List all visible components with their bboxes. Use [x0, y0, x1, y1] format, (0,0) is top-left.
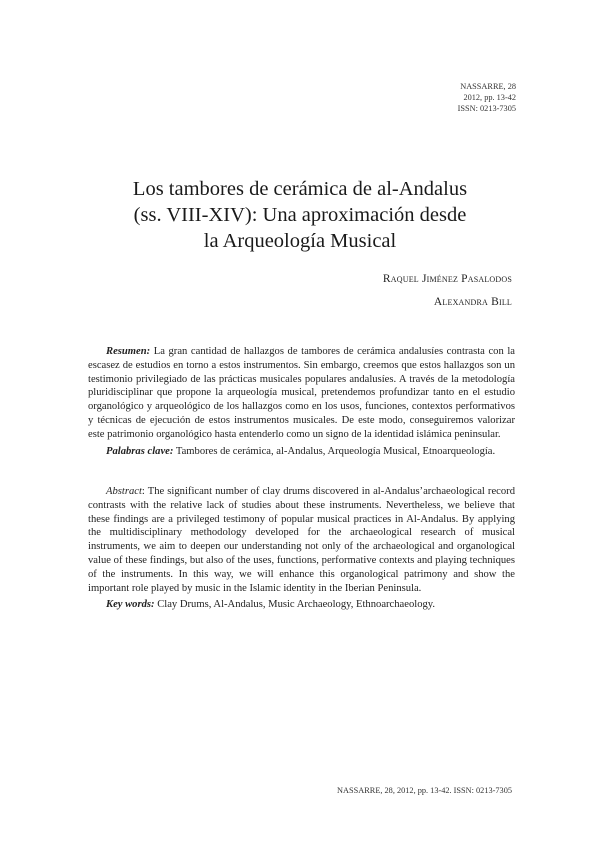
palabras-clave-label: Palabras clave:: [106, 445, 174, 457]
title-line-2: (ss. VIII-XIV): Una aproximación desde: [133, 204, 467, 226]
article-title: [60, 176, 540, 254]
key-words-label: Key words:: [106, 599, 155, 611]
journal-pages: 2012, pp. 13-42: [463, 93, 516, 102]
author-1: Raquel Jiménez Pasalodos: [382, 273, 512, 285]
resumen-section: [88, 345, 515, 458]
resumen-label: Resumen:: [106, 346, 151, 357]
journal-issn: ISSN: 0213-7305: [457, 104, 516, 113]
abstract-section: [88, 485, 515, 612]
abstract-text: The significant number of clay drums discovered in al-Andalus’archaeological record contrasts with the relative lack of studies about these instruments. Nevertheless, we believe that these findings are a privileged testimony of popular musical practices in Al-Andalus. By applying the multidisciplinary methodology developed for the archaeological research of musical instruments, we aim to deepen our understanding not only of the archaeological and organological value of these findings, but also of the uses, functions, performative contexts and playing techniques of the instruments. In this way, we will enhance this organological patrimony and show the important role played by music in the Islamic identity in the Iberian Peninsula.: [88, 486, 515, 594]
resumen-paragraph: [88, 345, 515, 442]
abstract-paragraph: Abstract: The significant number of clay drums discovered in al-Andalus’archaeological record contrasts with the relative lack of studies about these instruments. Nevertheless, we believe that these findings are a privileged testimony of popular musical practices in Al-Andalus. By applying the multidisciplinary methodology developed for the archaeological research of musical instruments, we aim to deepen our understanding not only of the archaeological and organological value of these findings, but also of the uses, functions, performative contexts and playing techniques of the instruments. In this way, we will enhance this organological patrimony and show the important role played by music in the Islamic identity in the Iberian Peninsula.: [88, 486, 515, 594]
key-words-paragraph: [88, 598, 515, 612]
resumen-text: La gran cantidad de hallazgos de tambores de cerámica andalusíes contrasta con la escasez de estudios en torno a estos instrumentos. Sin embargo, creemos que estos hallazgos son un testimonio privilegiado de las prácticas musicales populares andalusíes. A través de la metodología pluridisciplinar que propone la arqueología musical, pretendemos profundizar tanto en el estudio organológico y arqueológico de los hallazgos como en los usos, funciones, contextos performativos y técnicas de ejecución de estos instrumentos musicales. De este modo, conseguiremos valorizar este patrimonio organológico hasta entenderlo como un signo de la identidad islámica peninsular.: [88, 346, 515, 440]
title-line-3: la Arqueología Musical: [203, 230, 397, 252]
authors: [383, 268, 512, 314]
abstract-label: Abstract: [106, 486, 142, 497]
author-2: Alexandra Bill: [433, 296, 512, 308]
palabras-clave-text: Tambores de cerámica, al-Andalus, Arqueología Musical, Etnoarqueología.: [175, 445, 496, 457]
page-footer: NASSARRE, 28, 2012, pp. 13-42. ISSN: 0213-7305: [337, 786, 512, 795]
key-words-text: Clay Drums, Al-Andalus, Music Archaeology, Ethnoarchaeology.: [157, 599, 436, 611]
journal-header: [458, 81, 516, 114]
journal-name: NASSARRE, 28: [460, 82, 516, 91]
title-line-1: Los tambores de cerámica de al-Andalus: [132, 178, 468, 200]
palabras-clave-paragraph: [88, 445, 515, 459]
